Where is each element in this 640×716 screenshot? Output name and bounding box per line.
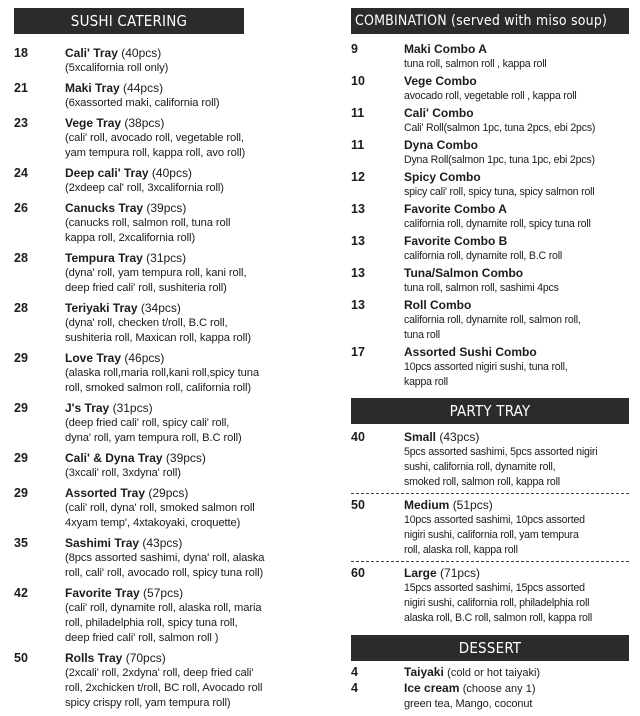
- item-price: 13: [351, 202, 365, 216]
- item-price: 4: [351, 665, 358, 679]
- item-name: Favorite Combo B: [404, 234, 508, 248]
- combination-header: COMBINATION (served with miso soup): [351, 8, 629, 34]
- item-body: [65, 401, 336, 446]
- item-price: 26: [14, 201, 28, 215]
- item-name: Teriyaki Tray: [65, 301, 138, 315]
- item-name-line: [65, 116, 336, 131]
- item-description: 10pcs assorted nigiri sushi, tuna roll, kappa roll: [404, 361, 568, 388]
- item-description: (2xdeep cal' roll, 3xcalifornia roll): [65, 182, 224, 194]
- item-body: [404, 298, 629, 343]
- item-description: (canucks roll, salmon roll, tuna roll kappa roll, 2xcalifornia roll): [65, 217, 231, 244]
- item-price: 29: [14, 401, 28, 415]
- item-name: Vege Combo: [404, 74, 477, 88]
- item-description: spicy cali' roll, spicy tuna, spicy salmon roll: [404, 186, 595, 198]
- item-description: (5xcalifornia roll only): [65, 62, 169, 74]
- item-price: 50: [351, 498, 365, 512]
- item-name-line: [65, 536, 336, 551]
- item-description: california roll, dynamite roll, salmon roll, tuna roll: [404, 314, 581, 341]
- menu-item: [351, 562, 629, 629]
- item-description: tuna roll, salmon roll, sashimi 4pcs: [404, 282, 559, 294]
- menu-item: [14, 251, 336, 296]
- item-description: (2xcali' roll, 2xdyna' roll, deep fried cali' roll, 2xchicken t/roll, BC roll, Avocado roll spicy crispy roll, yam tempura roll): [65, 667, 263, 709]
- item-name: Dyna Combo: [404, 138, 479, 152]
- item-piece-count: (34pcs): [140, 301, 181, 315]
- menu-item: [351, 494, 629, 562]
- item-piece-count: (57pcs): [143, 586, 184, 600]
- item-piece-count: (38pcs): [124, 116, 165, 130]
- item-piece-count: (70pcs): [125, 651, 166, 665]
- item-price: 11: [351, 138, 365, 152]
- item-name-line: [404, 74, 629, 89]
- sushi-catering-list: [14, 46, 336, 711]
- item-name: Taiyaki: [404, 665, 444, 679]
- menu-item: [14, 651, 336, 711]
- item-name-line: [404, 138, 629, 153]
- item-body: [65, 536, 336, 581]
- item-body: [404, 498, 629, 558]
- item-description: (3xcali' roll, 3xdyna' roll): [65, 467, 181, 479]
- menu-item: [14, 116, 336, 161]
- menu-item: [351, 266, 629, 296]
- item-price: 42: [14, 586, 28, 600]
- item-note: (choose any 1): [462, 683, 536, 695]
- item-price: 13: [351, 234, 365, 248]
- item-body: [65, 81, 336, 111]
- item-name: Small: [404, 430, 437, 444]
- item-body: [65, 46, 336, 76]
- item-name: Ice cream: [404, 681, 460, 695]
- item-description: Cali' Roll(salmon 1pc, tuna 2pcs, ebi 2pcs): [404, 122, 596, 134]
- item-piece-count: (29pcs): [148, 486, 189, 500]
- item-price: 13: [351, 298, 365, 312]
- item-name-line: [404, 430, 629, 445]
- item-price: 28: [14, 301, 28, 315]
- item-name: Assorted Tray: [65, 486, 146, 500]
- item-body: [404, 106, 629, 136]
- item-description: (cali' roll, dyna' roll, smoked salmon roll 4xyam temp', 4xtakoyaki, croquette): [65, 502, 255, 529]
- item-name-line: [65, 301, 336, 316]
- item-piece-count: (31pcs): [112, 401, 153, 415]
- dessert-list: [351, 665, 629, 712]
- party-tray-header: PARTY TRAY: [351, 398, 629, 424]
- menu-item: [14, 451, 336, 481]
- item-body: [65, 116, 336, 161]
- item-piece-count: (31pcs): [146, 251, 187, 265]
- item-piece-count: (40pcs): [121, 46, 162, 60]
- item-piece-count: (39pcs): [146, 201, 187, 215]
- menu-item: [14, 301, 336, 346]
- item-price: 29: [14, 486, 28, 500]
- item-name-line: [65, 251, 336, 266]
- item-description: (alaska roll,maria roll,kani roll,spicy tuna roll, smoked salmon roll, california roll): [65, 367, 259, 394]
- combination-list: [351, 42, 629, 390]
- sushi-catering-column: [14, 8, 336, 716]
- item-name: Rolls Tray: [65, 651, 123, 665]
- item-description: (cali' roll, avocado roll, vegetable roll, yam tempura roll, kappa roll, avo roll): [65, 132, 246, 159]
- item-note: (cold or hot taiyaki): [447, 667, 541, 679]
- item-name-line: [404, 170, 629, 185]
- menu-item: [14, 351, 336, 396]
- item-price: 4: [351, 681, 358, 695]
- item-piece-count: (46pcs): [124, 351, 165, 365]
- menu-item: [14, 586, 336, 646]
- item-piece-count: (43pcs): [142, 536, 183, 550]
- item-name: Assorted Sushi Combo: [404, 345, 537, 359]
- item-name-line: [404, 498, 629, 513]
- menu-item: [351, 426, 629, 494]
- menu-item: [351, 106, 629, 136]
- item-body: [404, 170, 629, 200]
- item-name-line: [404, 42, 629, 57]
- item-name: Sashimi Tray: [65, 536, 140, 550]
- item-name-line: [65, 651, 336, 666]
- item-body: [65, 651, 336, 711]
- menu-item: [351, 345, 629, 390]
- item-body: [65, 451, 336, 481]
- menu-item: [14, 401, 336, 446]
- item-description: avocado roll, vegetable roll , kappa roll: [404, 90, 577, 102]
- item-body: [65, 351, 336, 396]
- item-description: (cali' roll, dynamite roll, alaska roll, maria roll, philadelphia roll, spicy tuna roll, deep fried cali' roll, salmon roll ): [65, 602, 262, 644]
- item-price: 28: [14, 251, 28, 265]
- item-price: 23: [14, 116, 28, 130]
- menu-item: [351, 234, 629, 264]
- item-body: [404, 202, 629, 232]
- item-price: 35: [14, 536, 28, 550]
- item-name-line: [404, 298, 629, 313]
- party-tray-list: [351, 426, 629, 629]
- item-body: [404, 345, 629, 390]
- item-name: Favorite Combo A: [404, 202, 507, 216]
- menu-item: [351, 138, 629, 168]
- item-name: Deep cali' Tray: [65, 166, 149, 180]
- item-body: [65, 586, 336, 646]
- item-name-line: [404, 566, 629, 581]
- item-piece-count: (43pcs): [439, 430, 480, 444]
- item-price: 29: [14, 351, 28, 365]
- item-body: [404, 566, 629, 626]
- menu-item: [14, 81, 336, 111]
- menu-item: [14, 536, 336, 581]
- item-description: Dyna Roll(salmon 1pc, tuna 1pc, ebi 2pcs): [404, 154, 595, 166]
- item-name: Spicy Combo: [404, 170, 481, 184]
- item-description: (8pcs assorted sashimi, dyna' roll, alaska roll, cali' roll, avocado roll, spicy tuna roll): [65, 552, 265, 579]
- item-name-line: [65, 586, 336, 601]
- item-body: [404, 74, 629, 104]
- item-body: [65, 166, 336, 196]
- item-name: Favorite Tray: [65, 586, 140, 600]
- menu-item: [14, 201, 336, 246]
- item-description: 15pcs assorted sashimi, 15pcs assorted nigiri sushi, california roll, philadelphia roll alaska roll, B.C roll, salmon roll, kappa roll: [404, 582, 593, 624]
- item-description: california roll, dynamite roll, B.C roll: [404, 250, 563, 262]
- menu-item: [351, 681, 629, 712]
- item-name: Medium: [404, 498, 450, 512]
- item-price: 11: [351, 106, 365, 120]
- item-price: 29: [14, 451, 28, 465]
- item-body: [404, 665, 629, 681]
- item-name-line: [404, 202, 629, 217]
- item-body: [404, 430, 629, 490]
- item-price: 24: [14, 166, 28, 180]
- item-body: [404, 42, 629, 72]
- item-piece-count: (39pcs): [165, 451, 206, 465]
- menu-item: [351, 665, 629, 681]
- item-description: (deep fried cali' roll, spicy cali' roll, dyna' roll, yam tempura roll, B.C roll): [65, 417, 242, 444]
- item-name: Cali' Combo: [404, 106, 474, 120]
- item-description: (dyna' roll, yam tempura roll, kani roll, deep fried cali' roll, sushiteria roll): [65, 267, 247, 294]
- item-name: Tuna/Salmon Combo: [404, 266, 524, 280]
- item-name-line: [65, 81, 336, 96]
- item-name: Tempura Tray: [65, 251, 143, 265]
- item-body: [65, 251, 336, 296]
- item-name-line: [404, 345, 629, 360]
- item-price: 10: [351, 74, 365, 88]
- item-name-line: [65, 486, 336, 501]
- item-name: Canucks Tray: [65, 201, 144, 215]
- item-name: Large: [404, 566, 437, 580]
- item-description: green tea, Mango, coconut: [404, 698, 533, 710]
- item-price: 13: [351, 266, 365, 280]
- item-price: 9: [351, 42, 358, 56]
- item-description: 10pcs assorted sashimi, 10pcs assorted nigiri sushi, california roll, yam tempura roll, alaska roll, kappa roll: [404, 514, 585, 556]
- item-name-line: [404, 106, 629, 121]
- item-piece-count: (71pcs): [440, 566, 481, 580]
- item-name-line: [65, 351, 336, 366]
- item-name-line: [65, 46, 336, 61]
- item-price: 12: [351, 170, 365, 184]
- item-name: Maki Combo A: [404, 42, 487, 56]
- item-name-line: [404, 681, 629, 697]
- item-price: 60: [351, 566, 365, 580]
- menu-item: [14, 46, 336, 76]
- right-column: [351, 8, 629, 712]
- item-body: [404, 138, 629, 168]
- item-piece-count: (40pcs): [151, 166, 192, 180]
- item-body: [65, 486, 336, 531]
- item-body: [65, 201, 336, 246]
- item-piece-count: (44pcs): [123, 81, 164, 95]
- item-name-line: [65, 451, 336, 466]
- item-piece-count: (51pcs): [452, 498, 493, 512]
- item-body: [65, 301, 336, 346]
- item-name-line: [65, 166, 336, 181]
- sushi-catering-header: SUSHI CATERING: [14, 8, 244, 34]
- menu-item: [351, 298, 629, 343]
- item-name: Cali' Tray: [65, 46, 118, 60]
- item-name: Maki Tray: [65, 81, 120, 95]
- item-name-line: [404, 665, 629, 681]
- menu-item: [351, 42, 629, 72]
- item-name-line: [404, 266, 629, 281]
- item-description: 5pcs assorted sashimi, 5pcs assorted nigiri sushi, california roll, dynamite roll, smoked roll, salmon roll, kappa roll: [404, 446, 598, 488]
- item-body: [404, 266, 629, 296]
- item-name-line: [404, 234, 629, 249]
- item-body: [404, 681, 629, 712]
- menu-item: [351, 202, 629, 232]
- item-description: tuna roll, salmon roll , kappa roll: [404, 58, 547, 70]
- menu-item: [351, 74, 629, 104]
- item-name: Love Tray: [65, 351, 122, 365]
- item-name-line: [65, 201, 336, 216]
- item-price: 17: [351, 345, 365, 359]
- menu-item: [14, 486, 336, 531]
- item-name: J's Tray: [65, 401, 110, 415]
- menu-item: [351, 170, 629, 200]
- item-price: 21: [14, 81, 28, 95]
- item-name-line: [65, 401, 336, 416]
- item-price: 40: [351, 430, 365, 444]
- item-body: [404, 234, 629, 264]
- item-description: (dyna' roll, checken t/roll, B.C roll, sushiteria roll, Maxican roll, kappa roll): [65, 317, 252, 344]
- dessert-header: DESSERT: [351, 635, 629, 661]
- item-name: Cali' & Dyna Tray: [65, 451, 163, 465]
- menu-item: [14, 166, 336, 196]
- item-description: (6xassorted maki, california roll): [65, 97, 220, 109]
- item-description: california roll, dynamite roll, spicy tuna roll: [404, 218, 591, 230]
- item-name: Roll Combo: [404, 298, 472, 312]
- item-price: 50: [14, 651, 28, 665]
- item-name: Vege Tray: [65, 116, 122, 130]
- item-price: 18: [14, 46, 28, 60]
